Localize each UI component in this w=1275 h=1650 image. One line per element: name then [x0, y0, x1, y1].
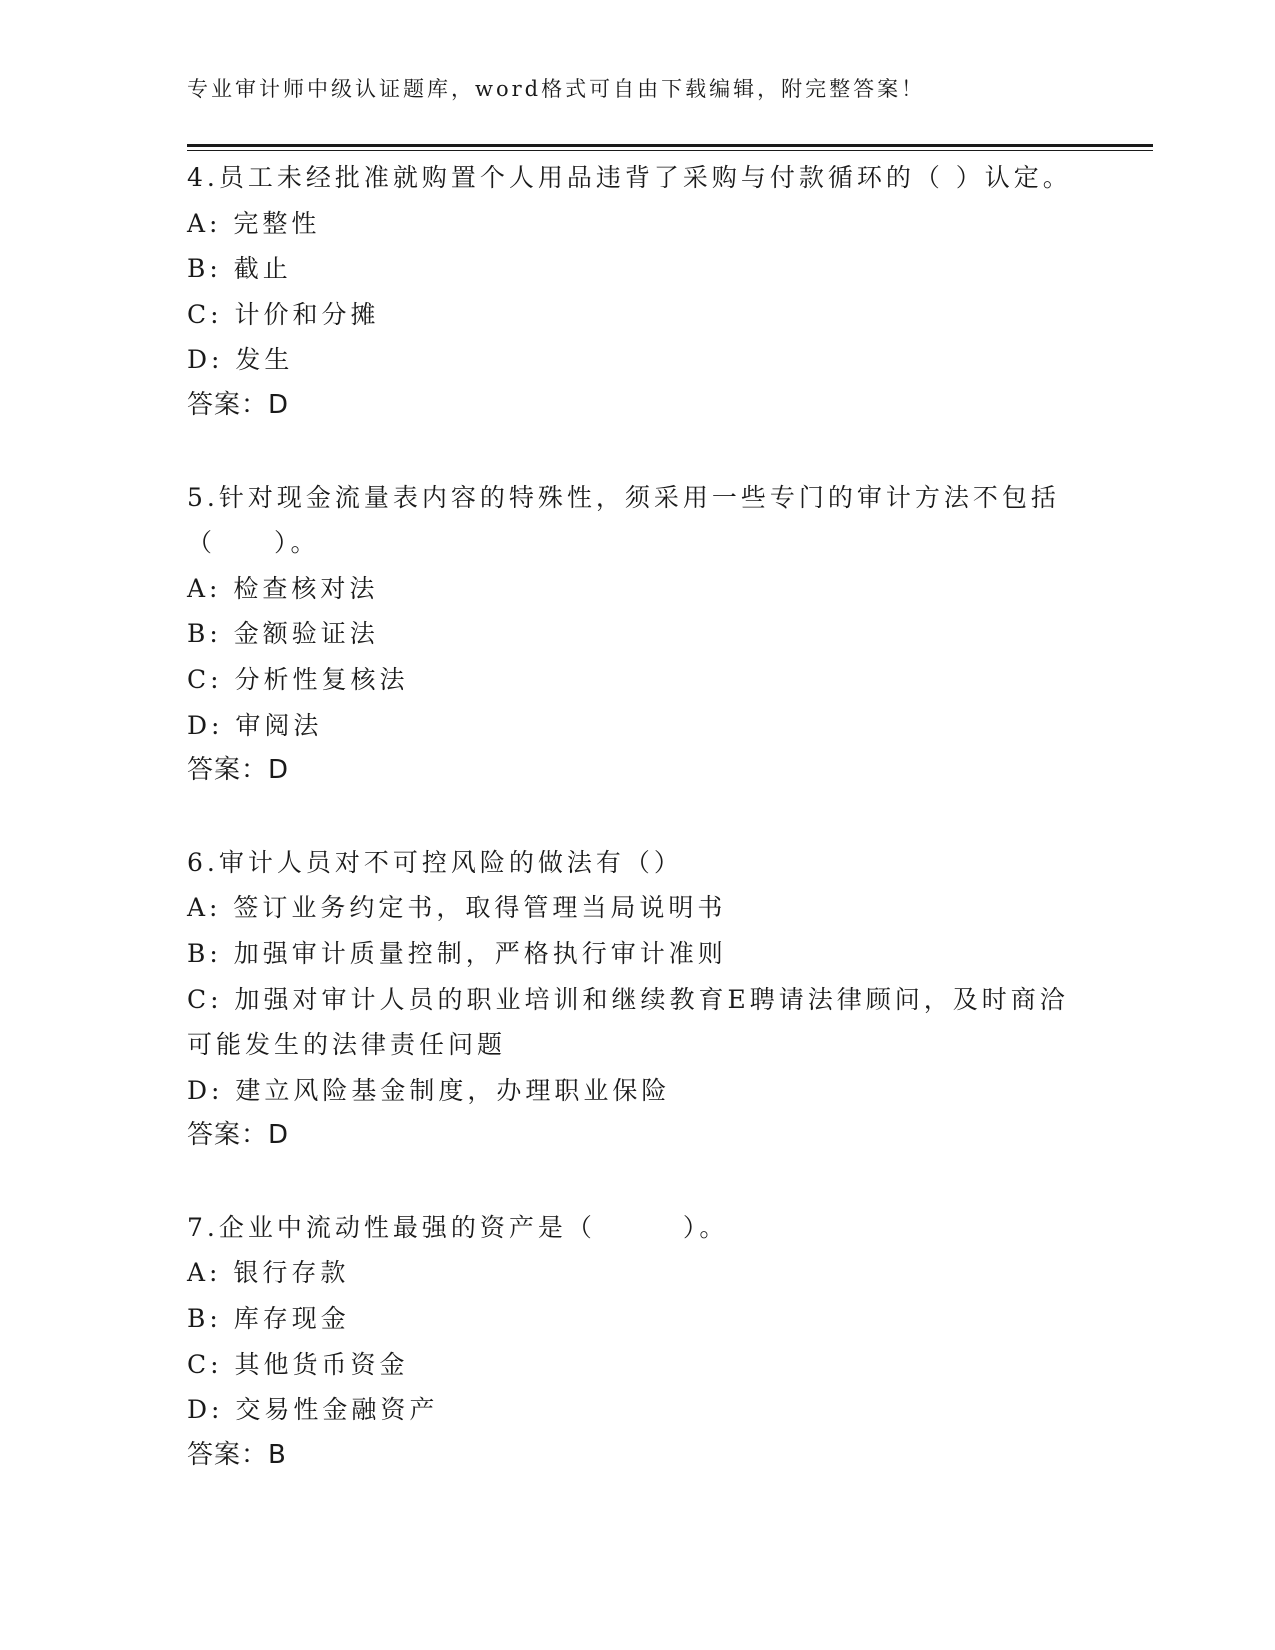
answer-line: 答案：D: [187, 389, 290, 420]
question-4: [187, 155, 1087, 429]
question-6: [187, 840, 1087, 1159]
question-stem: 7.企业中流动性最强的资产是（ ）。: [187, 1212, 729, 1242]
header-rule-thin: [187, 150, 1153, 151]
answer-line: 答案：D: [187, 1120, 290, 1151]
option-a: A: 签订业务约定书，取得管理当局说明书: [187, 893, 727, 923]
page-header: 专业审计师中级认证题库，word格式可自由下载编辑，附完整答案！: [187, 77, 926, 101]
option-b: B: 库存现金: [187, 1304, 350, 1334]
question-stem: 6.审计人员对不可控风险的做法有（）: [187, 847, 683, 877]
option-b: B: 金额验证法: [187, 619, 379, 649]
option-a: A: 银行存款: [187, 1258, 350, 1288]
option-b: B: 截止: [187, 254, 292, 284]
option-d: D: 交易性金融资产: [187, 1395, 439, 1425]
option-c: C: 分析性复核法: [187, 664, 409, 694]
answer-line: 答案：D: [187, 755, 290, 786]
option-a: A: 完整性: [187, 208, 321, 238]
option-d: D: 审阅法: [187, 710, 323, 740]
question-list: [187, 155, 1087, 1524]
question-stem: 4.员工未经批准就购置个人用品违背了采购与付款循环的（ ）认定。: [187, 163, 1072, 192]
option-c: C: 加强对审计人员的职业培训和继续教育E聘请法律顾问，及时商洽可能发生的法律责任问题: [187, 984, 1069, 1060]
option-b: B: 加强审计质量控制，严格执行审计准则: [187, 938, 727, 968]
option-c: C: 其他货币资金: [187, 1349, 409, 1379]
question-5: [187, 475, 1087, 794]
header-rule-thick: [187, 144, 1153, 147]
option-c: C: 计价和分摊: [187, 299, 380, 329]
option-a: A: 检查核对法: [187, 573, 379, 603]
option-d: D: 发生: [187, 345, 294, 375]
question-stem: 5.针对现金流量表内容的特殊性，须采用一些专门的审计方法不包括（ ）。: [187, 482, 1060, 558]
answer-line: 答案：B: [187, 1439, 287, 1470]
question-7: [187, 1205, 1087, 1479]
option-d: D: 建立风险基金制度，办理职业保险: [187, 1075, 671, 1105]
